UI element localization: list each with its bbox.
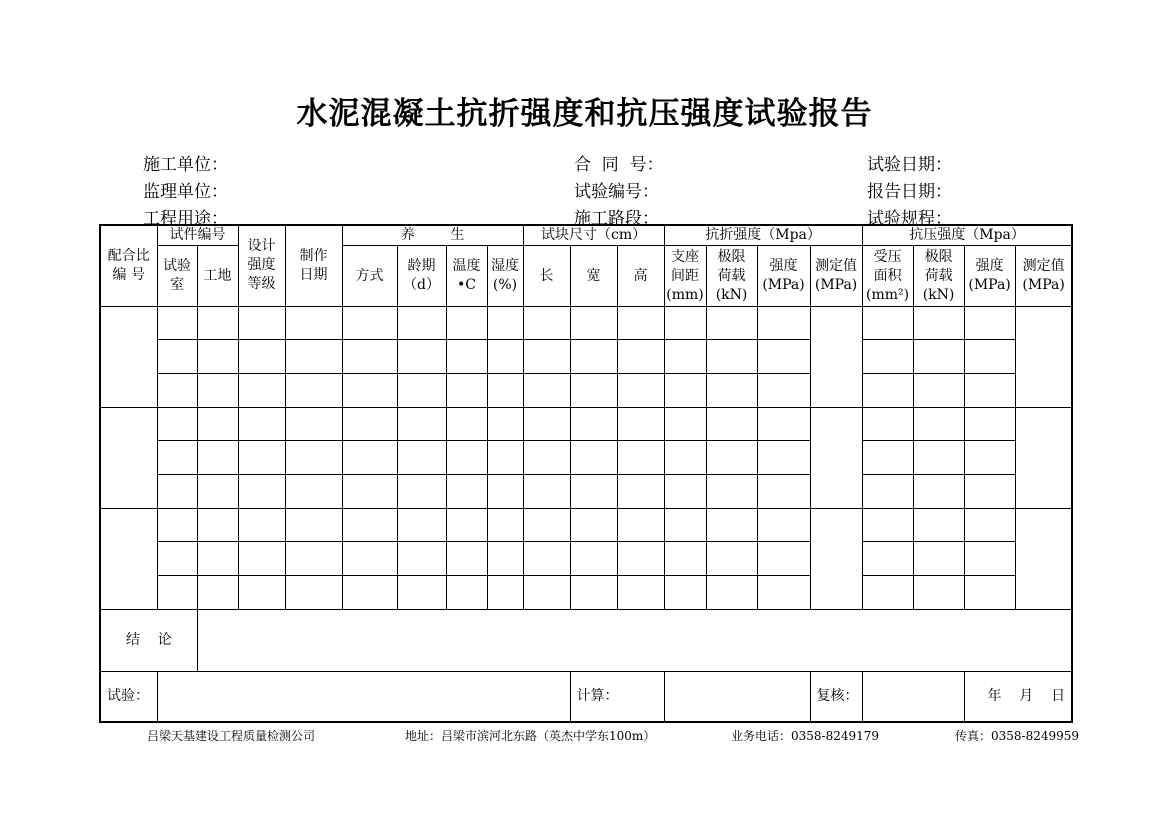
mix-cell[interactable] xyxy=(100,407,157,508)
data-cell[interactable] xyxy=(157,441,197,475)
data-cell[interactable] xyxy=(913,373,964,407)
data-cell[interactable] xyxy=(913,407,964,441)
data-cell[interactable] xyxy=(487,575,523,609)
data-cell[interactable] xyxy=(523,407,570,441)
data-cell[interactable] xyxy=(664,340,706,374)
data-cell[interactable] xyxy=(523,306,570,340)
data-cell[interactable] xyxy=(197,441,238,475)
data-cell[interactable] xyxy=(342,474,397,508)
data-cell[interactable] xyxy=(617,441,664,475)
data-cell[interactable] xyxy=(570,306,617,340)
site-header: 工地 xyxy=(197,246,238,306)
data-cell[interactable] xyxy=(913,575,964,609)
data-cell[interactable] xyxy=(487,373,523,407)
data-cell[interactable] xyxy=(157,340,197,374)
support-span-header: 支座 间距 (mm) xyxy=(664,246,706,306)
data-cell[interactable] xyxy=(664,306,706,340)
data-cell[interactable] xyxy=(238,340,285,374)
compressive-header: 抗压强度（Mpa） xyxy=(862,225,1072,246)
reviewer-field[interactable] xyxy=(862,671,964,722)
flex-measured-cell[interactable] xyxy=(810,407,862,508)
tester-label: 试验： xyxy=(100,671,157,722)
tester-field[interactable] xyxy=(157,671,570,722)
flex-strength-header: 强度 (MPa) xyxy=(757,246,810,306)
comp-measured-cell[interactable] xyxy=(1015,306,1072,407)
data-cell[interactable] xyxy=(397,474,446,508)
data-cell[interactable] xyxy=(570,441,617,475)
data-cell[interactable] xyxy=(397,441,446,475)
data-cell[interactable] xyxy=(570,340,617,374)
data-cell[interactable] xyxy=(487,340,523,374)
data-cell[interactable] xyxy=(664,441,706,475)
data-cell[interactable] xyxy=(342,407,397,441)
data-cell[interactable] xyxy=(913,508,964,542)
comp-load-header: 极限 荷载 (kN) xyxy=(913,246,964,306)
data-cell[interactable] xyxy=(197,407,238,441)
data-cell[interactable] xyxy=(238,306,285,340)
temp-header: 温度 •C xyxy=(446,246,487,306)
data-cell[interactable] xyxy=(197,575,238,609)
make-date-header: 制作 日期 xyxy=(285,225,342,306)
size-header: 试块尺寸（cm） xyxy=(523,225,664,246)
data-cell[interactable] xyxy=(862,306,913,340)
data-cell[interactable] xyxy=(706,575,757,609)
conclusion-label: 结 论 xyxy=(100,609,197,671)
data-cell[interactable] xyxy=(617,542,664,576)
data-cell[interactable] xyxy=(197,340,238,374)
data-cell[interactable] xyxy=(523,575,570,609)
data-cell[interactable] xyxy=(617,407,664,441)
data-cell[interactable] xyxy=(397,373,446,407)
flex-load-header: 极限 荷载 (kN) xyxy=(706,246,757,306)
supervision-unit-label: 监理单位： xyxy=(143,182,228,202)
footer-phone: 业务电话：0358-8249179 xyxy=(731,729,880,743)
curing-header: 养 生 xyxy=(342,225,523,246)
data-cell[interactable] xyxy=(238,508,285,542)
data-cell[interactable] xyxy=(964,474,1015,508)
data-cell[interactable] xyxy=(862,508,913,542)
data-cell[interactable] xyxy=(157,306,197,340)
data-cell[interactable] xyxy=(197,542,238,576)
data-cell[interactable] xyxy=(570,508,617,542)
data-cell[interactable] xyxy=(487,306,523,340)
data-cell[interactable] xyxy=(157,508,197,542)
data-cell[interactable] xyxy=(487,508,523,542)
data-cell[interactable] xyxy=(570,575,617,609)
age-header: 龄期 （d） xyxy=(397,246,446,306)
reviewer-label: 复核： xyxy=(810,671,862,722)
data-cell[interactable] xyxy=(397,340,446,374)
width-header: 宽 xyxy=(570,246,617,306)
data-cell[interactable] xyxy=(964,340,1015,374)
data-cell[interactable] xyxy=(617,373,664,407)
data-cell[interactable] xyxy=(487,542,523,576)
data-cell[interactable] xyxy=(238,373,285,407)
data-cell[interactable] xyxy=(285,575,342,609)
data-cell[interactable] xyxy=(757,340,810,374)
data-cell[interactable] xyxy=(285,340,342,374)
data-cell[interactable] xyxy=(664,542,706,576)
comp-measured-header: 测定值 (MPa) xyxy=(1015,246,1072,306)
calculator-field[interactable] xyxy=(664,671,810,722)
data-cell[interactable] xyxy=(342,508,397,542)
design-grade-header: 设计 强度 等级 xyxy=(238,225,285,306)
test-date-label: 试验日期： xyxy=(867,155,952,175)
data-cell[interactable] xyxy=(342,340,397,374)
data-cell[interactable] xyxy=(862,441,913,475)
data-cell[interactable] xyxy=(285,407,342,441)
data-cell[interactable] xyxy=(397,407,446,441)
data-cell[interactable] xyxy=(706,542,757,576)
area-header: 受压 面积 (mm²) xyxy=(862,246,913,306)
data-cell[interactable] xyxy=(964,508,1015,542)
calculator-label: 计算： xyxy=(570,671,664,722)
data-cell[interactable] xyxy=(617,340,664,374)
data-cell[interactable] xyxy=(757,373,810,407)
data-cell[interactable] xyxy=(964,407,1015,441)
data-cell[interactable] xyxy=(757,542,810,576)
data-cell[interactable] xyxy=(664,508,706,542)
test-no-label: 试验编号： xyxy=(574,182,659,202)
data-cell[interactable] xyxy=(285,441,342,475)
humidity-header: 湿度 (%) xyxy=(487,246,523,306)
data-cell[interactable] xyxy=(238,542,285,576)
data-cell[interactable] xyxy=(862,407,913,441)
data-cell[interactable] xyxy=(706,441,757,475)
data-cell[interactable] xyxy=(446,340,487,374)
mix-no-header: 配合比 编 号 xyxy=(100,225,157,306)
footer-company: 吕梁天基建设工程质量检测公司 xyxy=(147,729,316,743)
data-cell[interactable] xyxy=(397,306,446,340)
data-cell[interactable] xyxy=(446,474,487,508)
data-cell[interactable] xyxy=(523,508,570,542)
report-date-label: 报告日期： xyxy=(867,182,952,202)
data-cell[interactable] xyxy=(238,441,285,475)
data-cell[interactable] xyxy=(706,508,757,542)
data-cell[interactable] xyxy=(664,575,706,609)
data-cell[interactable] xyxy=(523,373,570,407)
data-cell[interactable] xyxy=(523,474,570,508)
data-cell[interactable] xyxy=(487,407,523,441)
mix-cell[interactable] xyxy=(100,508,157,609)
flexural-header: 抗折强度（Mpa） xyxy=(664,225,862,246)
data-cell[interactable] xyxy=(617,575,664,609)
data-cell[interactable] xyxy=(757,407,810,441)
data-cell[interactable] xyxy=(706,407,757,441)
data-cell[interactable] xyxy=(964,373,1015,407)
data-cell[interactable] xyxy=(397,508,446,542)
comp-measured-cell[interactable] xyxy=(1015,508,1072,609)
data-cell[interactable] xyxy=(862,373,913,407)
data-cell[interactable] xyxy=(197,508,238,542)
data-cell[interactable] xyxy=(238,474,285,508)
data-cell[interactable] xyxy=(913,441,964,475)
footer-fax: 传真：0358-8249959 xyxy=(955,729,1080,743)
data-cell[interactable] xyxy=(964,542,1015,576)
data-cell[interactable] xyxy=(570,407,617,441)
data-cell[interactable] xyxy=(664,474,706,508)
data-cell[interactable] xyxy=(964,575,1015,609)
data-cell[interactable] xyxy=(913,340,964,374)
data-cell[interactable] xyxy=(964,306,1015,340)
data-cell[interactable] xyxy=(446,306,487,340)
data-cell[interactable] xyxy=(342,441,397,475)
contract-no-label: 合 同 号： xyxy=(574,155,664,175)
conclusion-field[interactable] xyxy=(197,609,1072,671)
data-cell[interactable] xyxy=(862,542,913,576)
data-cell[interactable] xyxy=(487,474,523,508)
method-header: 方式 xyxy=(342,246,397,306)
data-cell[interactable] xyxy=(617,508,664,542)
data-cell[interactable] xyxy=(706,373,757,407)
data-cell[interactable] xyxy=(157,474,197,508)
data-cell[interactable] xyxy=(157,373,197,407)
comp-strength-header: 强度 (MPa) xyxy=(964,246,1015,306)
data-cell[interactable] xyxy=(157,542,197,576)
data-cell[interactable] xyxy=(285,508,342,542)
data-cell[interactable] xyxy=(238,575,285,609)
lab-header: 试验 室 xyxy=(157,246,197,306)
construction-unit-label: 施工单位： xyxy=(143,155,228,175)
mix-cell[interactable] xyxy=(100,306,157,407)
data-cell[interactable] xyxy=(197,306,238,340)
flex-measured-cell[interactable] xyxy=(810,508,862,609)
data-cell[interactable] xyxy=(757,474,810,508)
flex-measured-cell[interactable] xyxy=(810,306,862,407)
data-cell[interactable] xyxy=(913,542,964,576)
data-cell[interactable] xyxy=(862,575,913,609)
test-spec-label: 试验规程： xyxy=(867,209,952,229)
data-cell[interactable] xyxy=(446,407,487,441)
data-cell[interactable] xyxy=(523,441,570,475)
data-cell[interactable] xyxy=(617,474,664,508)
data-cell[interactable] xyxy=(523,542,570,576)
data-cell[interactable] xyxy=(197,373,238,407)
data-cell[interactable] xyxy=(706,306,757,340)
data-cell[interactable] xyxy=(342,575,397,609)
comp-measured-cell[interactable] xyxy=(1015,407,1072,508)
project-use-label: 工程用途： xyxy=(143,209,228,229)
data-cell[interactable] xyxy=(446,542,487,576)
data-cell[interactable] xyxy=(446,373,487,407)
data-cell[interactable] xyxy=(964,441,1015,475)
data-cell[interactable] xyxy=(664,407,706,441)
data-cell[interactable] xyxy=(285,542,342,576)
data-cell[interactable] xyxy=(285,306,342,340)
data-cell[interactable] xyxy=(446,508,487,542)
data-cell[interactable] xyxy=(238,407,285,441)
data-cell[interactable] xyxy=(523,340,570,374)
height-header: 高 xyxy=(617,246,664,306)
data-cell[interactable] xyxy=(757,575,810,609)
data-cell[interactable] xyxy=(446,441,487,475)
data-cell[interactable] xyxy=(342,542,397,576)
data-cell[interactable] xyxy=(757,508,810,542)
data-cell[interactable] xyxy=(706,474,757,508)
data-cell[interactable] xyxy=(570,474,617,508)
data-cell[interactable] xyxy=(446,575,487,609)
data-cell[interactable] xyxy=(342,306,397,340)
data-cell[interactable] xyxy=(397,542,446,576)
road-section-label: 施工路段： xyxy=(574,209,659,229)
data-cell[interactable] xyxy=(342,373,397,407)
data-cell[interactable] xyxy=(706,340,757,374)
specimen-no-header: 试件编号 xyxy=(157,225,238,246)
data-cell[interactable] xyxy=(397,575,446,609)
data-cell[interactable] xyxy=(197,474,238,508)
data-cell[interactable] xyxy=(157,407,197,441)
footer-address: 地址：吕梁市滨河北东路（英杰中学东100m） xyxy=(405,729,656,743)
date-ymd: 年 月 日 xyxy=(964,671,1072,722)
data-cell[interactable] xyxy=(664,373,706,407)
report-title: 水泥混凝土抗折强度和抗压强度试验报告 xyxy=(296,96,873,132)
data-cell[interactable] xyxy=(862,340,913,374)
data-cell[interactable] xyxy=(862,474,913,508)
data-cell[interactable] xyxy=(913,474,964,508)
length-header: 长 xyxy=(523,246,570,306)
data-cell[interactable] xyxy=(487,441,523,475)
flex-measured-header: 测定值 (MPa) xyxy=(810,246,862,306)
report-table xyxy=(99,224,1073,723)
data-cell[interactable] xyxy=(617,306,664,340)
data-cell[interactable] xyxy=(285,474,342,508)
data-cell[interactable] xyxy=(913,306,964,340)
data-cell[interactable] xyxy=(757,306,810,340)
data-cell[interactable] xyxy=(157,575,197,609)
data-cell[interactable] xyxy=(285,373,342,407)
data-cell[interactable] xyxy=(570,373,617,407)
data-cell[interactable] xyxy=(757,441,810,475)
data-cell[interactable] xyxy=(570,542,617,576)
